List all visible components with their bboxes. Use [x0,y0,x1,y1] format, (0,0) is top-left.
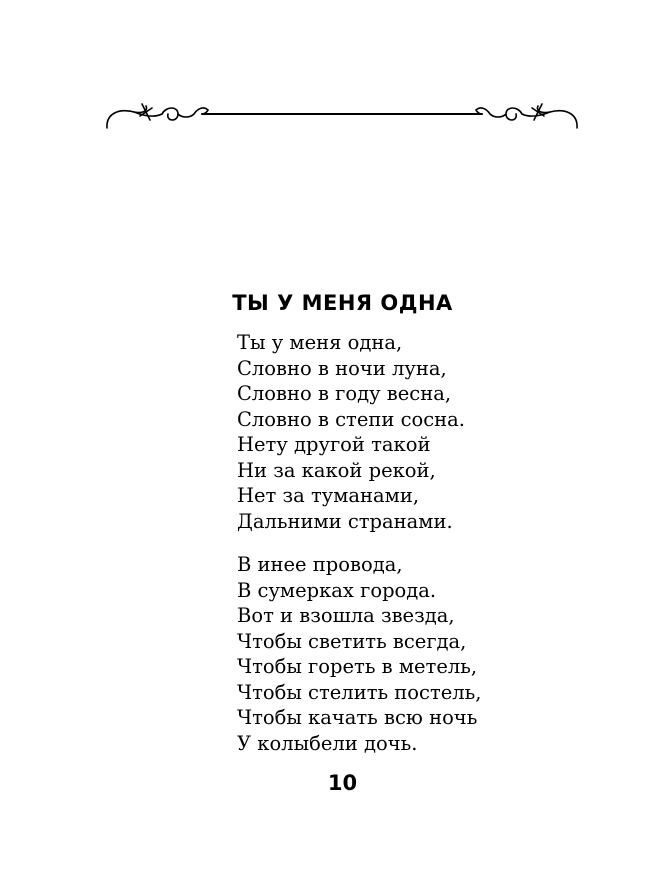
poem-line: У колыбели дочь. [237,731,418,755]
flourish-divider-icon [104,96,580,132]
poem-line: Чтобы светить всегда, [237,629,467,653]
page-number: 10 [327,771,358,795]
poem-title: ТЫ У МЕНЯ ОДНА [232,291,453,315]
poem-line: В инее провода, [237,553,403,576]
poem-line: Ни за какой рекой, [237,458,436,482]
poem-line: Чтобы гореть в метель, [237,655,478,678]
poem-line: В сумерках города. [237,578,437,602]
stanza-2 [237,552,481,756]
poem-line: Дальними странами. [237,509,453,533]
poem-line: Словно в степи сосна. [237,407,465,431]
poem-line: Чтобы качать всю ночь [237,706,478,729]
poem-line: Чтобы стелить постель, [237,680,482,704]
poem-line: Словно в ночи луна, [237,356,447,380]
poem-line: Ты у меня одна, [237,331,403,354]
stanza-1 [237,330,481,534]
poem-body [237,330,481,774]
poem-line: Вот и взошла звезда, [237,604,455,627]
poem-line: Словно в году весна, [237,382,452,405]
poem-line: Нет за туманами, [237,484,420,507]
poem-line: Нету другой такой [237,433,431,456]
